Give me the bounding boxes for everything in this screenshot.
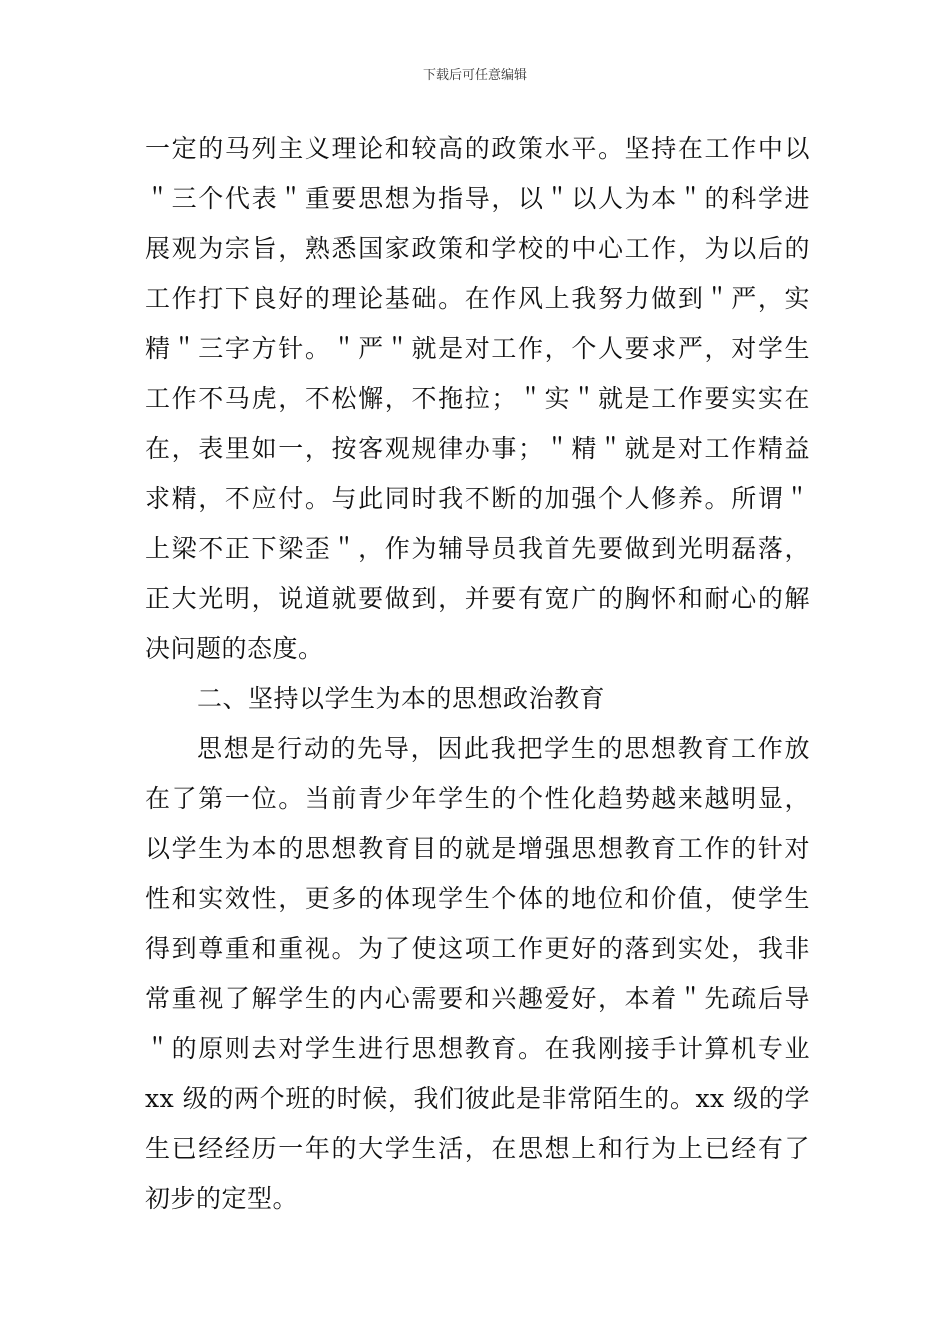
text-line: 展观为宗旨，熟悉国家政策和学校的中心工作，为以后的 — [145, 234, 810, 263]
text-line: 常重视了解学生的内心需要和兴趣爱好，本着＂先疏后导 — [145, 984, 810, 1013]
text-line: ＂三个代表＂重要思想为指导，以＂以人为本＂的科学进 — [145, 184, 810, 213]
text-line: 工作不马虎，不松懈，不拖拉；＂实＂就是工作要实实在 — [145, 384, 810, 413]
text-line: 性和实效性，更多的体现学生个体的地位和价值，使学生 — [145, 884, 810, 913]
text-line: 以学生为本的思想教育目的就是增强思想教育工作的针对 — [145, 834, 810, 863]
text-line: 求精，不应付。与此同时我不断的加强个人修养。所谓＂ — [145, 484, 810, 513]
page-header: 下载后可任意编辑 — [422, 68, 527, 83]
text-line: 正大光明，说道就要做到，并要有宽广的胸怀和耐心的解 — [145, 584, 810, 613]
text-line: 精＂三字方针。＂严＂就是对工作，个人要求严，对学生 — [145, 334, 810, 363]
document-body — [145, 124, 810, 1224]
text-line: 初步的定型。 — [145, 1184, 299, 1213]
text-line: 在了第一位。当前青少年学生的个性化趋势越来越明显， — [145, 784, 810, 813]
text-line: 一定的马列主义理论和较高的政策水平。坚持在工作中以 — [145, 134, 810, 163]
text-line: 决问题的态度。 — [145, 634, 324, 663]
text-line: 在，表里如一，按客观规律办事；＂精＂就是对工作精益 — [145, 434, 810, 463]
text-line: 生已经经历一年的大学生活，在思想上和行为上已经有了 — [145, 1134, 810, 1163]
text-line: ＂的原则去对学生进行思想教育。在我刚接手计算机专业 — [145, 1034, 810, 1063]
text-line: 上梁不正下梁歪＂，作为辅导员我首先要做到光明磊落， — [145, 534, 810, 563]
text-line: 思想是行动的先导，因此我把学生的思想教育工作放 — [197, 734, 810, 763]
text-line: 二、坚持以学生为本的思想政治教育 — [197, 684, 606, 713]
text-line: 工作打下良好的理论基础。在作风上我努力做到＂严，实 — [145, 284, 810, 313]
text-line: 得到尊重和重视。为了使这项工作更好的落到实处，我非 — [145, 934, 810, 963]
text-line: xx 级的两个班的时候，我们彼此是非常陌生的。xx 级的学 — [145, 1084, 810, 1113]
